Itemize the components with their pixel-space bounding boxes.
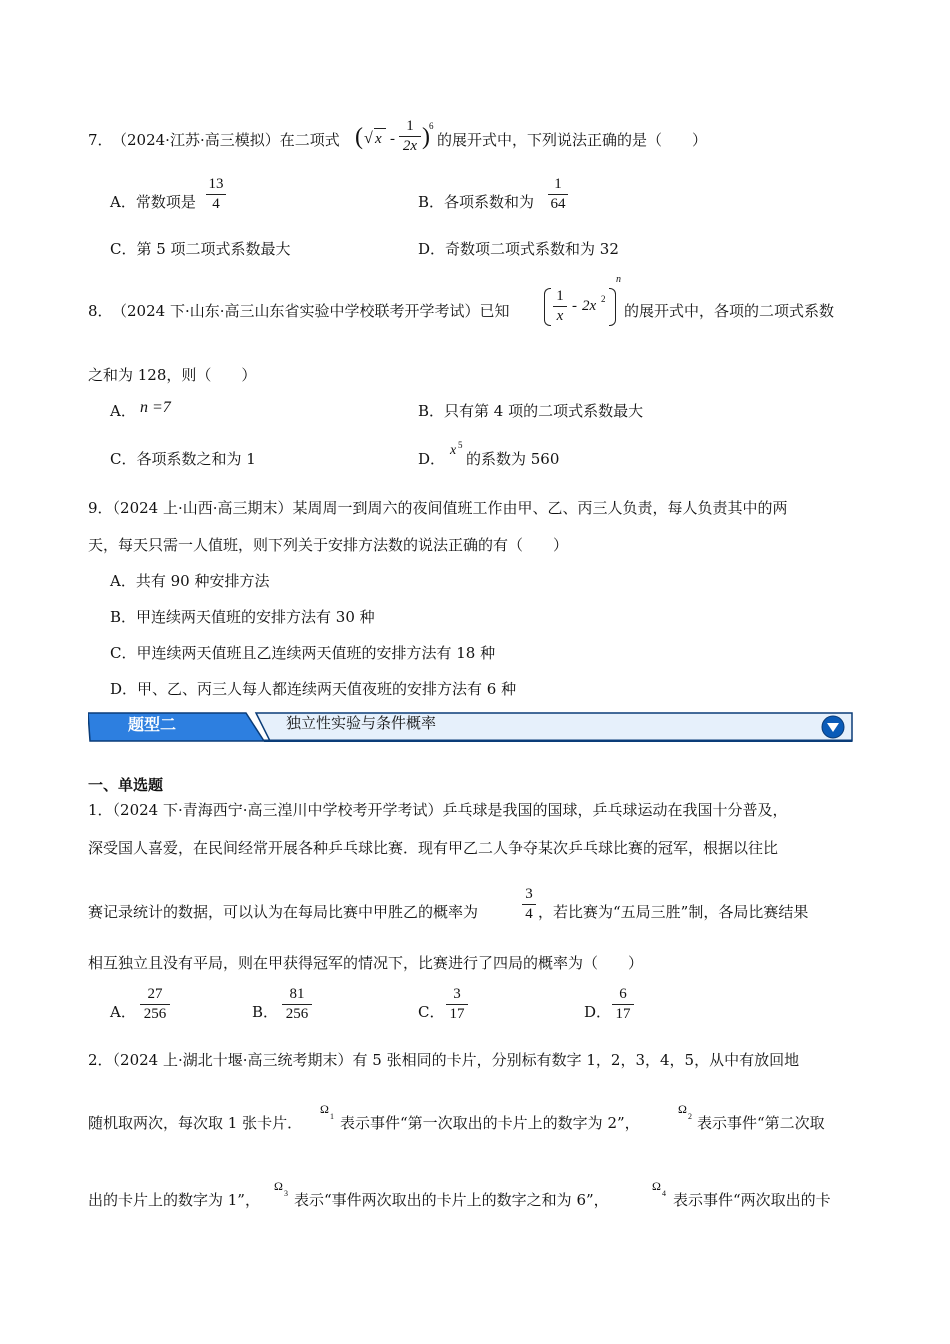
banner-type: 题型二 [128,715,177,734]
q8-option-b: B．只有第 4 项的二项式系数最大 [418,402,644,420]
q1-option-c-fraction: 3 17 [446,986,468,1023]
q8-number: 8． [88,302,113,320]
q7-option-d: D．奇数项二项式系数和为 32 [418,240,619,258]
omega-2: Ω [678,1102,687,1116]
q7-fraction: 1 2x [399,118,421,155]
q1-line3a: 赛记录统计的数据，可以认为在每局比赛中甲胜乙的概率为 [88,903,479,921]
q8-option-a-math: n =7 [140,399,171,416]
q1-option-d-fraction: 6 17 [612,986,634,1023]
omega-4-sub: 4 [662,1189,666,1198]
q2-line2c: 表示事件“第二次取 [697,1114,825,1132]
q2-line2a: 随机取两次，每次取 1 张卡片． [88,1114,303,1132]
exponent: n [616,274,621,285]
q7-number: 7． [88,131,113,149]
q7-option-c: C．第 5 项二项式系数最大 [110,240,291,258]
q8-source: （2024 下·山东·高三山东省实验中学校联考开学考试）已知 [112,302,510,320]
section-title: 一、单选题 [88,776,164,794]
q9-option-a: A．共有 90 种安排方法 [110,572,270,590]
radicand: x [375,131,382,147]
q1-line4: 相互独立且没有平局，则在甲获得冠军的情况下，比赛进行了四局的概率为（ ） [88,954,644,972]
q8-option-d: D． [418,450,446,468]
banner-topic: 独立性实验与条件概率 [286,714,437,732]
q1-option-b: B． [252,1003,279,1021]
q8-fraction: 1 x [553,288,567,325]
q9-option-b: B．甲连续两天值班的安排方法有 30 种 [110,608,375,626]
q9-line2: 天，每天只需一人值班，则下列关于安排方法数的说法正确的有（ ） [88,536,569,554]
q1-line2: 深受国人喜爱，在民间经常开展各种乒乓球比赛．现有甲乙二人争夺某次乒乓球比赛的冠军，根据以往比 [88,839,779,857]
left-paren: ( [355,124,363,150]
chevron-down-icon[interactable] [821,715,845,739]
q7-option-b-fraction: 1 64 [548,176,568,213]
q2-line1: 2．（2024 上·湖北十堰·高三统考期末）有 5 张相同的卡片，分别标有数字 1，2，3，4，5，从中有放回地 [88,1051,800,1069]
banner-shape [88,712,854,742]
right-paren [609,288,616,326]
omega-1-sub: 1 [330,1112,334,1121]
omega-2-sub: 2 [688,1112,692,1121]
q8-expression: 1 x - 2x 2 n [542,274,622,326]
q1-option-a-fraction: 27 256 [140,986,170,1023]
omega-4: Ω [652,1179,661,1193]
q9-line1: 9．（2024 上·山西·高三期末）某周周一到周六的夜间值班工作由甲、乙、丙三人负责，每人负责其中的两 [88,499,788,517]
q8-option-d-exp: 5 [458,440,463,450]
q7-option-a: A．常数项是 [110,193,196,211]
q1-option-a: A． [110,1003,136,1021]
q7-expression: ( √ x - 1 2x ) 6 [355,118,434,154]
q1-line3b: ，若比赛为“五局三胜”制，各局比赛结果 [538,903,809,921]
sqrt-sign: √ [364,130,373,147]
q8-option-d-var: x [450,443,457,458]
q7-option-a-fraction: 13 4 [206,176,226,213]
section-banner [88,712,854,742]
q8-option-a: A． [110,402,136,420]
q7-tail: 的展开式中，下列说法正确的是（ ） [437,131,708,149]
omega-1: Ω [320,1102,329,1116]
q1-option-d: D． [584,1003,612,1021]
left-paren [544,288,551,326]
q7-source: （2024·江苏·高三模拟）在二项式 [112,131,340,149]
q2-line2b: 表示事件“第一次取出的卡片上的数字为 2”， [340,1114,640,1132]
q8-option-c: C．各项系数之和为 1 [110,450,256,468]
q9-option-d: D．甲、乙、丙三人每人都连续两天值夜班的安排方法有 6 种 [110,680,517,698]
q8-tail: 的展开式中，各项的二项式系数 [624,302,835,320]
q7-option-b: B．各项系数和为 [418,193,535,211]
q8-option-d-text: 的系数为 560 [466,450,560,468]
q1-option-b-fraction: 81 256 [282,986,312,1023]
q2-line3c: 表示事件“两次取出的卡 [673,1191,831,1209]
q1-line1: 1．（2024 下·青海西宁·高三湟川中学校考开学考试）乒乓球是我国的国球，乒乓球运动在我国十分普及， [88,801,788,819]
q9-option-c: C．甲连续两天值班且乙连续两天值班的安排方法有 18 种 [110,644,496,662]
right-paren: ) [422,124,430,150]
exponent: 6 [429,121,434,131]
q1-option-c: C． [418,1003,445,1021]
q2-line3b: 表示“事件两次取出的卡片上的数字之和为 6”， [294,1191,609,1209]
omega-3: Ω [274,1179,283,1193]
omega-3-sub: 3 [284,1189,288,1198]
q2-line3a: 出的卡片上的数字为 1”， [88,1191,260,1209]
q1-probability-fraction: 3 4 [522,886,536,923]
q8-line2: 之和为 128，则（ ） [88,366,257,384]
